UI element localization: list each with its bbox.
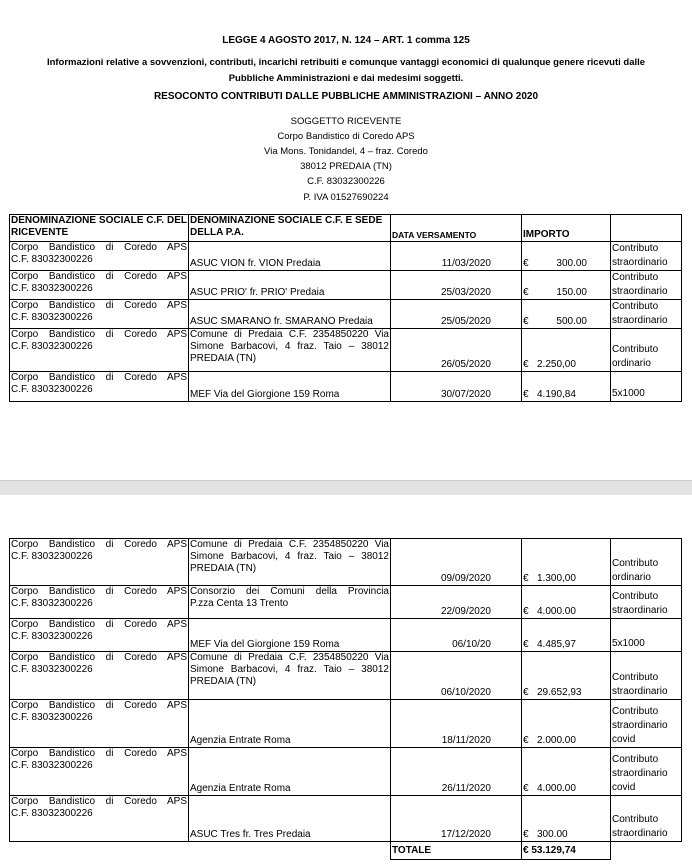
table-row — [10, 700, 682, 748]
pa-line: MEF Via del Giorgione 159 Roma — [190, 639, 340, 650]
recipient-name: Corpo Bandistico di Coredo APS — [11, 242, 187, 253]
table-row — [10, 619, 682, 652]
amount-cell — [522, 652, 611, 700]
type-cell — [611, 586, 682, 619]
recipient-cell — [10, 300, 189, 329]
type-cell — [611, 652, 682, 700]
pa-cell — [189, 748, 391, 796]
recipient-cf: C.F. 83032300226 — [11, 760, 93, 771]
recipient-cell — [10, 372, 189, 402]
currency-symbol: € — [523, 573, 529, 584]
type-cell — [611, 748, 682, 796]
amount-value: 300.00 — [537, 829, 568, 840]
recipient-cf: C.F. 83032300226 — [11, 254, 93, 265]
table-row — [10, 586, 682, 619]
pa-cell — [189, 652, 391, 700]
table-row — [10, 748, 682, 796]
type-line: Contributo — [612, 706, 659, 717]
total-label: TOTALE — [391, 842, 522, 860]
pa-line: ASUC VION fr. VION Predaia — [190, 258, 321, 269]
pa-line: Agenzia Entrate Roma — [190, 735, 291, 746]
type-line: straordinario — [612, 257, 668, 268]
amount-cell — [522, 372, 611, 402]
recipient-cf: C.F. 83032300226 — [11, 664, 93, 675]
amount-value: 4.190,84 — [537, 389, 576, 400]
report-title: RESOCONTO CONTRIBUTI DALLE PUBBLICHE AMMINISTRAZIONI – ANNO 2020 — [153, 91, 539, 102]
pa-line: PREDAIA (TN) — [190, 676, 257, 687]
date-cell: 18/11/2020 — [391, 700, 522, 748]
amount-value: 150.00 — [556, 287, 587, 298]
subject-cf: C.F. 83032300226 — [307, 176, 385, 187]
type-line: Contributo — [612, 814, 659, 825]
amount-cell — [522, 700, 611, 748]
type-line: straordinario — [612, 605, 668, 616]
date-cell: 22/09/2020 — [391, 586, 522, 619]
recipient-cf: C.F. 83032300226 — [11, 631, 93, 642]
table-row — [10, 271, 682, 300]
recipient-cell — [10, 539, 189, 586]
column-header-date: DATA VERSAMENTO — [391, 215, 522, 242]
pa-line: P.zza Centa 13 Trento — [190, 598, 289, 609]
recipient-name: Corpo Bandistico di Coredo APS — [11, 372, 187, 383]
type-line: 5x1000 — [612, 638, 645, 649]
pa-cell — [189, 539, 391, 586]
date-cell: 06/10/2020 — [391, 652, 522, 700]
amount-cell — [522, 300, 611, 329]
type-line: straordinario — [612, 768, 668, 779]
amount-value: 4.000.00 — [537, 783, 576, 794]
recipient-name: Corpo Bandistico di Coredo APS — [11, 300, 187, 311]
amount-value: 29.652,93 — [537, 687, 582, 698]
pa-line: Consorzio dei Comuni della Provincia — [190, 586, 389, 597]
recipient-cell — [10, 748, 189, 796]
recipient-cell — [10, 586, 189, 619]
table-row — [10, 652, 682, 700]
type-line: straordinario — [612, 720, 668, 731]
currency-symbol: € — [523, 359, 529, 370]
total-spacer-2 — [189, 842, 391, 860]
pa-cell — [189, 271, 391, 300]
subject-city: 38012 PREDAIA (TN) — [300, 161, 392, 172]
date-cell: 30/07/2020 — [391, 372, 522, 402]
pa-cell — [189, 619, 391, 652]
table-row — [10, 242, 682, 271]
recipient-cf: C.F. 83032300226 — [11, 384, 93, 395]
recipient-name: Corpo Bandistico di Coredo APS — [11, 539, 187, 550]
total-amount: € 53.129,74 — [522, 842, 611, 860]
total-spacer-3 — [611, 842, 682, 860]
amount-cell — [522, 271, 611, 300]
recipient-cf: C.F. 83032300226 — [11, 312, 93, 323]
type-line: Contributo — [612, 754, 659, 765]
type-cell — [611, 619, 682, 652]
pa-cell — [189, 300, 391, 329]
recipient-cf: C.F. 83032300226 — [11, 341, 93, 352]
date-cell: 11/03/2020 — [391, 242, 522, 271]
type-line: straordinario — [612, 828, 668, 839]
amount-cell — [522, 748, 611, 796]
recipient-cf: C.F. 83032300226 — [11, 712, 93, 723]
recipient-name: Corpo Bandistico di Coredo APS — [11, 652, 187, 663]
pa-line: ASUC PRIO' fr. PRIO' Predaia — [190, 287, 325, 298]
column-header-recipient: DENOMINAZIONE SOCIALE C.F. DEL RICEVENTE — [10, 215, 189, 242]
type-cell — [611, 700, 682, 748]
contributions-table-page-2 — [9, 538, 682, 860]
currency-symbol: € — [523, 783, 529, 794]
type-line: Contributo — [612, 558, 659, 569]
pa-cell — [189, 700, 391, 748]
type-line: 5x1000 — [612, 388, 645, 399]
pa-line: PREDAIA (TN) — [190, 563, 257, 574]
type-line: Contributo — [612, 272, 659, 283]
recipient-cell — [10, 652, 189, 700]
pa-line: ASUC Tres fr. Tres Predaia — [190, 829, 311, 840]
type-cell — [611, 242, 682, 271]
amount-value: 2.000.00 — [537, 735, 576, 746]
date-cell: 26/05/2020 — [391, 329, 522, 372]
type-line: Contributo — [612, 672, 659, 683]
pa-line: Comune di Predaia C.F. 2354850220 Via — [190, 652, 389, 663]
pa-line: Simone Barbacovi, 4 fraz. Taio – 38012 — [190, 341, 389, 352]
currency-symbol: € — [523, 258, 529, 269]
amount-value: 300.00 — [556, 258, 587, 269]
contributions-table-page-1 — [9, 214, 682, 402]
recipient-cell — [10, 271, 189, 300]
recipient-name: Corpo Bandistico di Coredo APS — [11, 700, 187, 711]
info-line-1: Informazioni relative a sovvenzioni, contributi, incarichi retribuiti e comunque vantaggi economici di qualunque genere ricevuti dalle — [46, 57, 646, 68]
table-row — [10, 372, 682, 402]
subject-name: Corpo Bandistico di Coredo APS — [277, 131, 415, 142]
amount-value: 4.485,97 — [537, 639, 576, 650]
amount-cell — [522, 619, 611, 652]
recipient-name: Corpo Bandistico di Coredo APS — [11, 586, 187, 597]
column-header-amount: IMPORTO — [522, 215, 611, 242]
date-cell: 06/10/20 — [391, 619, 522, 652]
date-cell: 09/09/2020 — [391, 539, 522, 586]
recipient-cf: C.F. 83032300226 — [11, 283, 93, 294]
currency-symbol: € — [523, 639, 529, 650]
pa-cell — [189, 242, 391, 271]
column-header-pa: DENOMINAZIONE SOCIALE C.F. E SEDE DELLA P.A. — [189, 215, 391, 242]
amount-value: 4.000.00 — [537, 606, 576, 617]
table-row — [10, 796, 682, 842]
recipient-name: Corpo Bandistico di Coredo APS — [11, 748, 187, 759]
document-page-2 — [0, 495, 692, 868]
total-row — [10, 842, 682, 860]
pa-line: Simone Barbacovi, 4 fraz. Taio – 38012 — [190, 664, 389, 675]
table-row — [10, 539, 682, 586]
recipient-cf: C.F. 83032300226 — [11, 551, 93, 562]
date-cell: 25/05/2020 — [391, 300, 522, 329]
type-line: covid — [612, 782, 636, 793]
pa-line: MEF Via del Giorgione 159 Roma — [190, 389, 340, 400]
date-cell: 26/11/2020 — [391, 748, 522, 796]
table-row — [10, 329, 682, 372]
type-cell — [611, 300, 682, 329]
amount-cell — [522, 242, 611, 271]
pa-line: Comune di Predaia C.F. 2354850220 Via — [190, 539, 389, 550]
recipient-cell — [10, 700, 189, 748]
currency-symbol: € — [523, 287, 529, 298]
type-line: ordinario — [612, 358, 651, 369]
recipient-cell — [10, 619, 189, 652]
subject-piva: P. IVA 01527690224 — [303, 192, 389, 203]
law-title: LEGGE 4 AGOSTO 2017, N. 124 – ART. 1 comma 125 — [222, 35, 470, 46]
recipient-name: Corpo Bandistico di Coredo APS — [11, 329, 187, 340]
amount-cell — [522, 796, 611, 842]
amount-cell — [522, 539, 611, 586]
recipient-cf: C.F. 83032300226 — [11, 598, 93, 609]
type-cell — [611, 329, 682, 372]
type-line: straordinario — [612, 286, 668, 297]
type-line: Contributo — [612, 591, 659, 602]
currency-symbol: € — [523, 316, 529, 327]
page-separator — [0, 480, 692, 496]
date-cell: 25/03/2020 — [391, 271, 522, 300]
subject-address: Via Mons. Tonidandel, 4 – fraz. Coredo — [264, 146, 428, 157]
type-line: straordinario — [612, 315, 668, 326]
table-header-row — [10, 215, 682, 242]
amount-value: 1.300,00 — [537, 573, 576, 584]
total-spacer-1 — [10, 842, 189, 860]
type-line: Contributo — [612, 243, 659, 254]
type-cell — [611, 372, 682, 402]
type-cell — [611, 796, 682, 842]
pa-line: Comune di Predaia C.F. 2354850220 Via — [190, 329, 389, 340]
currency-symbol: € — [523, 829, 529, 840]
currency-symbol: € — [523, 735, 529, 746]
pa-cell — [189, 372, 391, 402]
type-cell — [611, 539, 682, 586]
amount-value: 2.250,00 — [537, 359, 576, 370]
currency-symbol: € — [523, 606, 529, 617]
amount-value: 500.00 — [556, 316, 587, 327]
recipient-cell — [10, 242, 189, 271]
recipient-name: Corpo Bandistico di Coredo APS — [11, 619, 187, 630]
amount-cell — [522, 329, 611, 372]
type-line: covid — [612, 734, 636, 745]
pa-line: ASUC SMARANO fr. SMARANO Predaia — [190, 316, 373, 327]
amount-cell — [522, 586, 611, 619]
recipient-name: Corpo Bandistico di Coredo APS — [11, 271, 187, 282]
type-cell — [611, 271, 682, 300]
pa-cell — [189, 796, 391, 842]
currency-symbol: € — [523, 687, 529, 698]
pa-line: Agenzia Entrate Roma — [190, 783, 291, 794]
type-line: straordinario — [612, 686, 668, 697]
subject-label: SOGGETTO RICEVENTE — [290, 116, 402, 127]
date-cell: 17/12/2020 — [391, 796, 522, 842]
pa-cell — [189, 329, 391, 372]
pa-line: Simone Barbacovi, 4 fraz. Taio – 38012 — [190, 551, 389, 562]
info-line-2: Pubbliche Amministrazioni e dai medesimi soggetti. — [228, 73, 464, 84]
type-line: ordinario — [612, 572, 651, 583]
pa-line: PREDAIA (TN) — [190, 353, 257, 364]
recipient-cell — [10, 329, 189, 372]
pa-cell — [189, 586, 391, 619]
recipient-cf: C.F. 83032300226 — [11, 808, 93, 819]
table-row — [10, 300, 682, 329]
recipient-cell — [10, 796, 189, 842]
type-line: Contributo — [612, 344, 659, 355]
column-header-type — [611, 215, 682, 242]
currency-symbol: € — [523, 389, 529, 400]
type-line: Contributo — [612, 301, 659, 312]
recipient-name: Corpo Bandistico di Coredo APS — [11, 796, 187, 807]
